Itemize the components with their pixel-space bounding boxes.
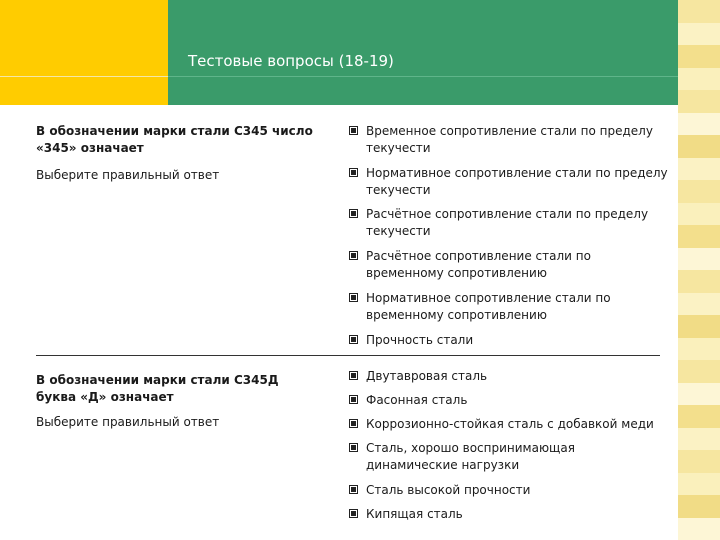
q1-option-5[interactable]: Нормативное сопротивление стали по временному сопротивлению	[349, 290, 669, 324]
checkbox-bullet-icon	[349, 371, 358, 380]
question-2-prompt: В обозначении марки стали С345Д буква «Д» означает	[36, 373, 279, 404]
header-yellow-block	[0, 0, 168, 105]
q1-option-6[interactable]: Прочность стали	[349, 332, 669, 349]
q2-option-4[interactable]: Сталь, хорошо воспринимающая динамические нагрузки	[349, 440, 669, 474]
checkbox-bullet-icon	[349, 126, 358, 135]
section-divider	[36, 355, 660, 356]
q1-option-2[interactable]: Нормативное сопротивление стали по пределу текучести	[349, 165, 669, 199]
checkbox-bullet-icon	[349, 419, 358, 428]
q1-option-4[interactable]: Расчётное сопротивление стали по временному сопротивлению	[349, 248, 669, 282]
page-title: Тестовые вопросы (18-19)	[188, 52, 394, 70]
checkbox-bullet-icon	[349, 443, 358, 452]
checkbox-bullet-icon	[349, 251, 358, 260]
q1-option-1[interactable]: Временное сопротивление стали по пределу текучести	[349, 123, 669, 157]
checkbox-bullet-icon	[349, 168, 358, 177]
header-rule-right	[168, 76, 678, 77]
checkbox-bullet-icon	[349, 293, 358, 302]
q2-option-3[interactable]: Коррозионно-стойкая сталь с добавкой меди	[349, 416, 669, 433]
checkbox-bullet-icon	[349, 485, 358, 494]
q2-option-5[interactable]: Сталь высокой прочности	[349, 482, 669, 499]
checkbox-bullet-icon	[349, 509, 358, 518]
question-1-instruction: Выберите правильный ответ	[36, 168, 220, 182]
q1-option-3[interactable]: Расчётное сопротивление стали по пределу текучести	[349, 206, 669, 240]
checkbox-bullet-icon	[349, 209, 358, 218]
checkbox-bullet-icon	[349, 395, 358, 404]
decorative-stripe	[678, 0, 720, 540]
q2-option-2[interactable]: Фасонная сталь	[349, 392, 669, 409]
header-rule-left	[0, 76, 168, 77]
checkbox-bullet-icon	[349, 335, 358, 344]
question-1-prompt: В обозначении марки стали С345 число «345» означает	[36, 124, 313, 155]
question-2-instruction: Выберите правильный ответ	[36, 415, 220, 429]
q2-option-1[interactable]: Двутавровая сталь	[349, 368, 669, 385]
q2-option-6[interactable]: Кипящая сталь	[349, 506, 669, 523]
